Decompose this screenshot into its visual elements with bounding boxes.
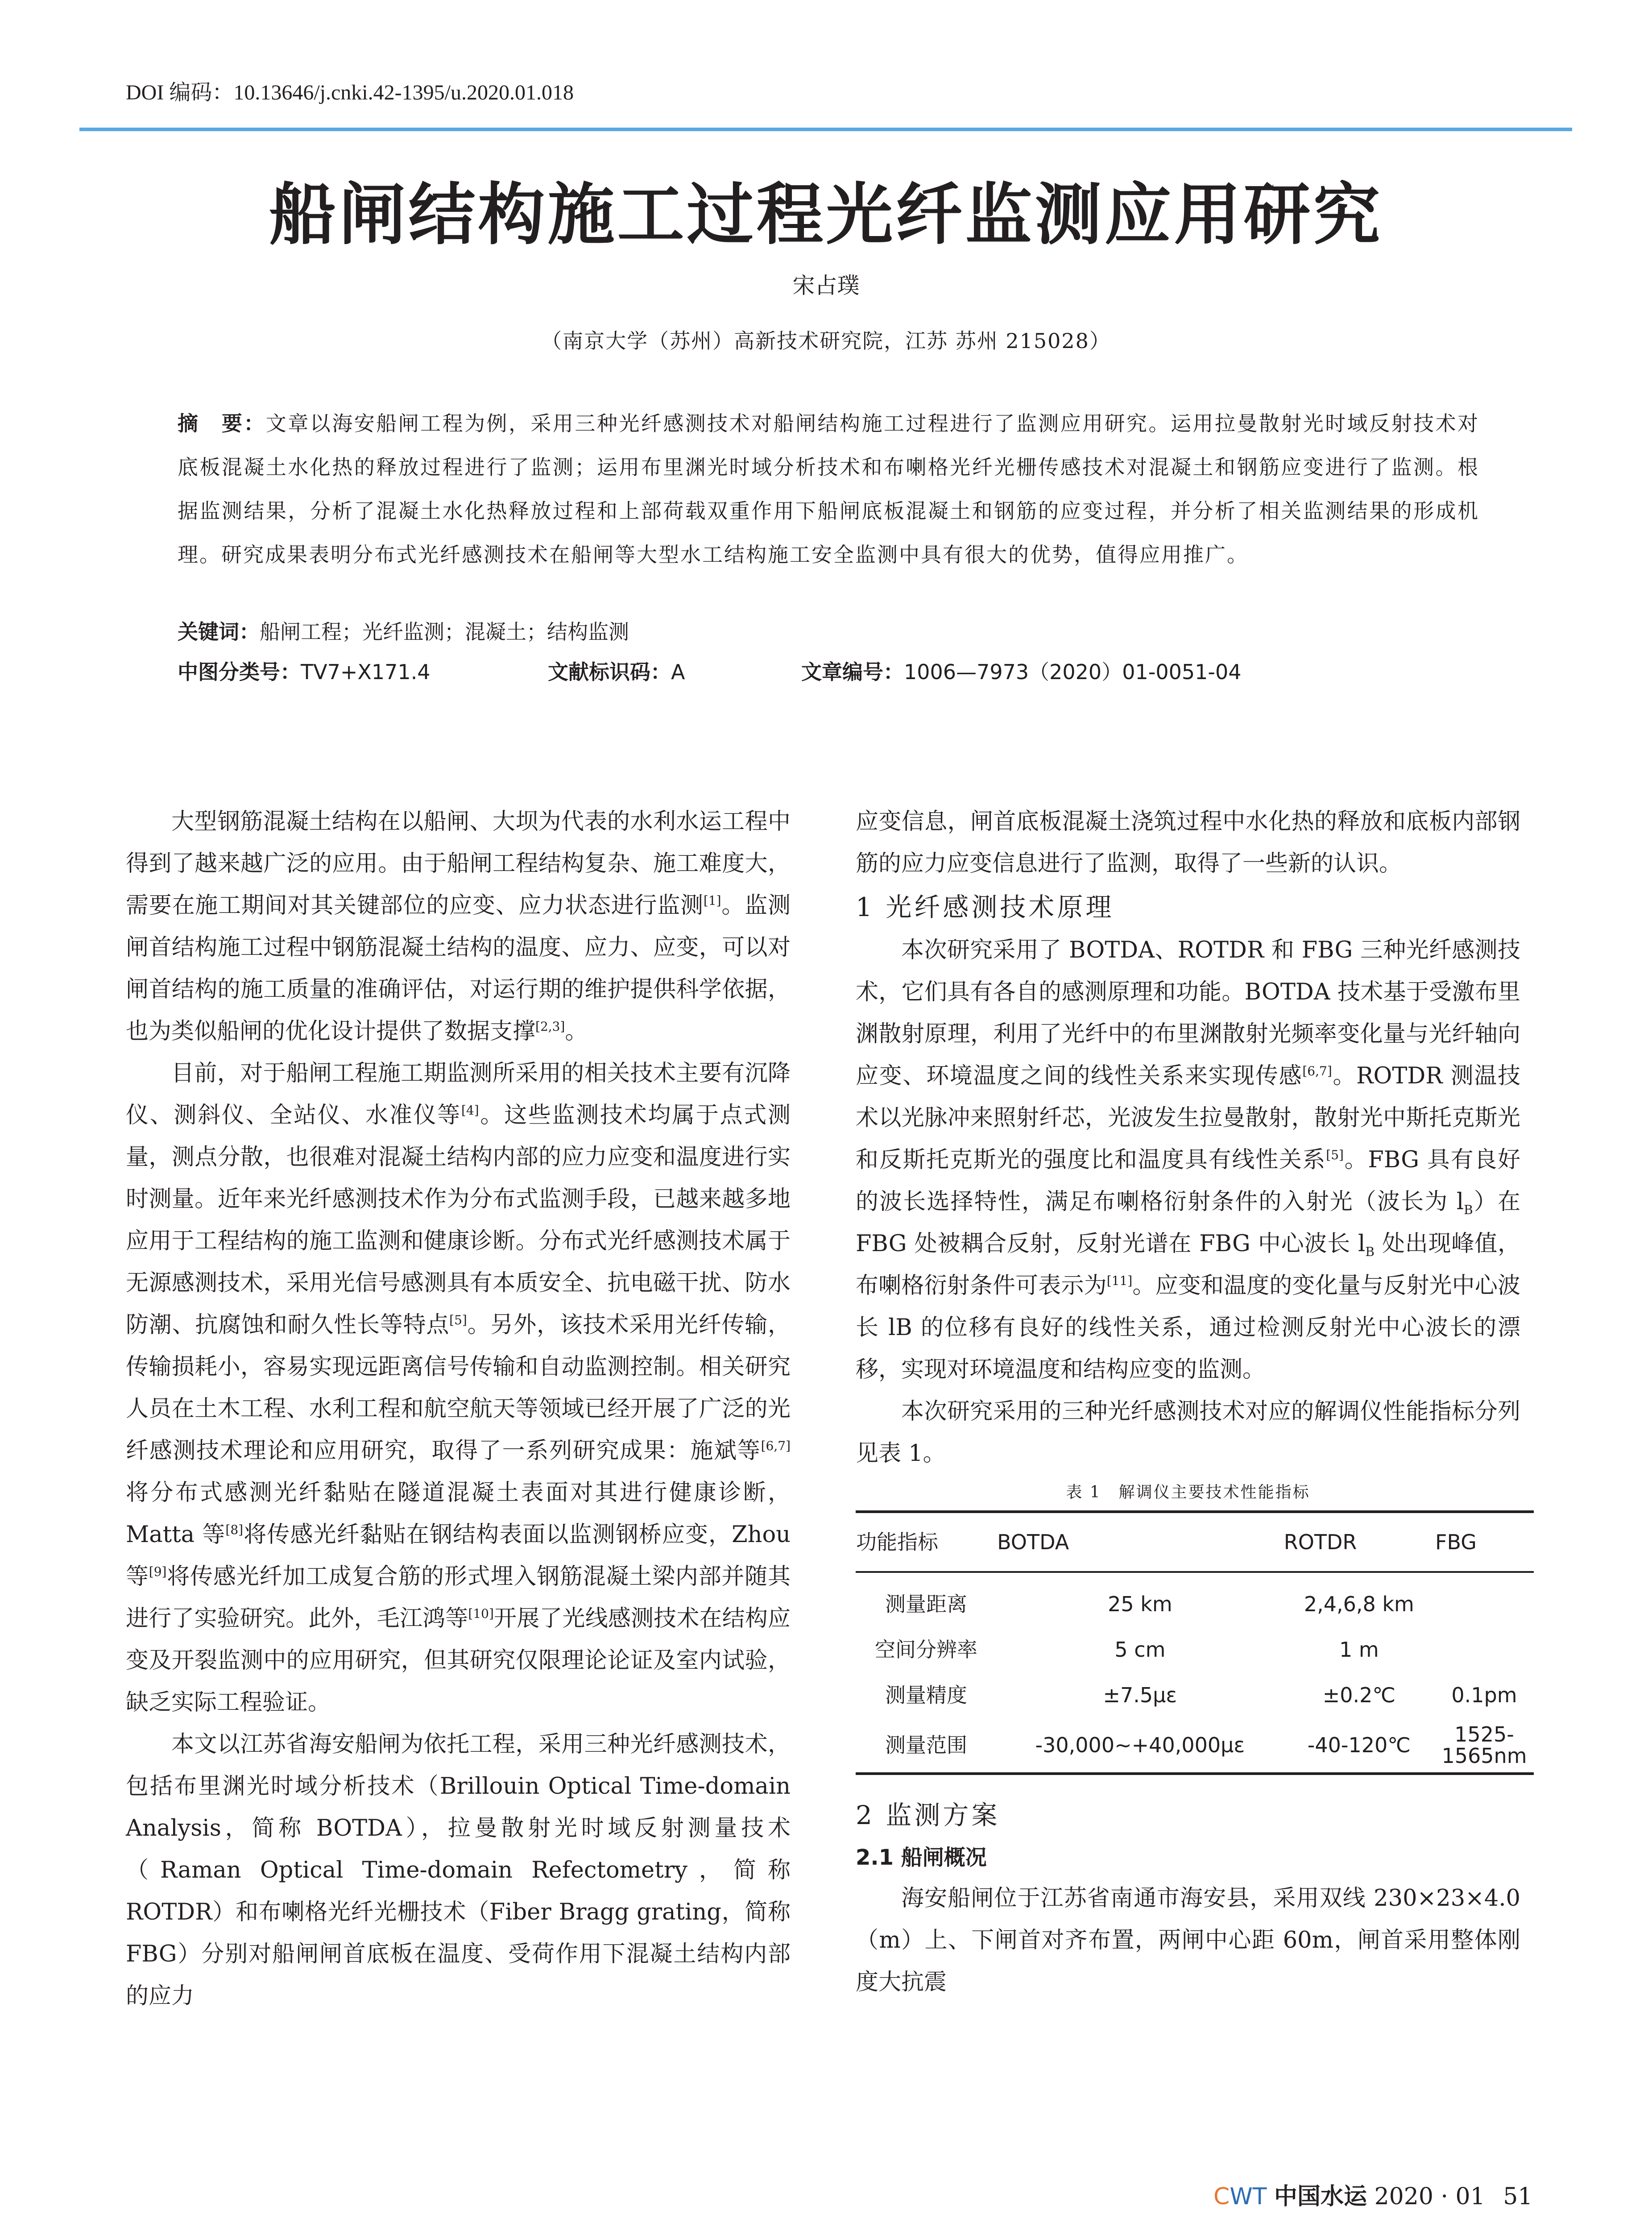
table-header-cell: 功能指标	[856, 1512, 997, 1572]
table-cell: 测量距离	[885, 1592, 968, 1616]
citation: [4]	[461, 1103, 479, 1118]
page-number: 51	[1503, 2183, 1533, 2210]
article-number	[801, 656, 1242, 685]
abstract	[178, 402, 1479, 576]
keywords	[178, 616, 629, 645]
citation: [10]	[468, 1606, 494, 1621]
table-caption: 表 1 解调仪主要技术性能指标	[1066, 1483, 1310, 1501]
doi-header: DOI 编码：10.13646/j.cnki.42-1395/u.2020.01.018	[126, 81, 574, 104]
clc-code	[178, 656, 431, 685]
abstract-label: 摘 要：	[178, 411, 266, 435]
table-row	[856, 1672, 1534, 1718]
table-cell: 2,4,6,8 km	[1304, 1592, 1414, 1616]
table-cell: ±0.2℃	[1322, 1683, 1396, 1707]
table-cell: 1525-1565nm	[1435, 1718, 1534, 1774]
table-row	[856, 1718, 1534, 1774]
table-cell: -40-120℃	[1284, 1718, 1435, 1774]
clc-label: 中图分类号：	[178, 660, 301, 684]
left-column	[126, 801, 791, 2017]
table-cell: 5 cm	[1114, 1638, 1166, 1662]
keywords-label: 关键词：	[178, 620, 260, 644]
body-paragraph: 应变信息，闸首底板混凝土浇筑过程中水化热的释放和底板内部钢筋的应力应变信息进行了监测，取得了一些新的认识。	[856, 809, 1520, 877]
citation: [8]	[225, 1522, 244, 1537]
table-cell: -30,000~+40,000με	[997, 1718, 1284, 1774]
body-paragraph: 本次研究采用了 BOTDA、ROTDR 和 FBG 三种光纤感测技术，它们具有各自的感测原理和功能。BOTDA 技术基于受激布里渊散射原理，利用了光纤中的布里渊散射光频率变化量与光纤轴向应变、环境温度之间的线性关系来实现传感[6,7]。ROTDR 测温技术以光脉冲来照射纤芯，光波发生拉曼散射，散射光中斯托克斯光和反斯托克斯光的强度比和温度具有线性关系[5]。FBG 具有良好的波长选择特性，满足布喇格衍射条件的入射光（波长为 $l_B$）在 FBG 处被耦合反射，反射光谱在 FBG 中心波长 $l_B$ 处出现峰值，布喇格衍射条件可表示为[11]。应变和温度的变化量与反射光中心波长 lB 的位移有良好的线性关系，通过检测反射光中心波长的漂移，实现对环境温度和结构应变的监测。	[856, 937, 1520, 1383]
abstract-text: 文章以海安船闸工程为例，采用三种光纤感测技术对船闸结构施工过程进行了监测应用研究。运用拉曼散射光时域反射技术对底板混凝土水化热的释放过程进行了监测；运用布里渊光时域分析技术和布喇格光纤光栅传感技术对混凝土和钢筋应变进行了监测。根据监测结果，分析了混凝土水化热释放过程和上部荷载双重作用下船闸底板混凝土和钢筋的应变过程，并分析了相关监测结果的形成机理。研究成果表明分布式光纤感测技术在船闸等大型水工结构施工安全监测中具有很大的优势，值得应用推广。	[178, 411, 1480, 567]
journal-logo-wt: WT	[1230, 2183, 1267, 2210]
affiliation: （南京大学（苏州）高新技术研究院，江苏 苏州 215028）	[541, 329, 1111, 353]
citation: [6,7]	[1302, 1064, 1332, 1078]
body-paragraph: 目前，对于船闸工程施工期监测所采用的相关技术主要有沉降仪、测斜仪、全站仪、水准仪等[4]。这些监测技术均属于点式测量，测点分散，也很难对混凝土结构内部的应力应变和温度进行实时测量。近年来光纤感测技术作为分布式监测手段，已越来越多地应用于工程结构的施工监测和健康诊断。分布式光纤感测技术属于无源感测技术，采用光信号感测具有本质安全、抗电磁干扰、防水防潮、抗腐蚀和耐久性长等特点[5]。另外，该技术采用光纤传输，传输损耗小，容易实现远距离信号传输和自动监测控制。相关研究人员在土木工程、水利工程和航空航天等领域已经开展了广泛的光纤感测技术理论和应用研究，取得了一系列研究成果：施斌等[6,7]将分布式感测光纤黏贴在隧道混凝土表面对其进行健康诊断，Matta 等[8]将传感光纤黏贴在钢结构表面以监测钢桥应变，Zhou 等[9]将传感光纤加工成复合筋的形式埋入钢筋混凝土梁内部并随其进行了实验研究。此外，毛江鸿等[10]开展了光线感测技术在结构应变及开裂监测中的应用研究，但其研究仅限理论论证及室内试验，缺乏实际工程验证。	[126, 1060, 791, 1716]
clc-value: TV7+X171.4	[301, 660, 431, 684]
table-header-cell: BOTDA	[997, 1512, 1284, 1572]
doc-code	[548, 656, 685, 685]
article-label: 文章编号：	[801, 660, 904, 684]
table-header-cell: FBG	[1435, 1512, 1534, 1572]
right-column	[856, 801, 1527, 2003]
article-value: 1006—7973（2020）01-0051-04	[904, 660, 1242, 684]
table-cell: 空间分辨率	[875, 1638, 978, 1662]
table-cell: 测量精度	[885, 1683, 968, 1707]
table-cell: ±7.5με	[1103, 1683, 1177, 1707]
citation: [11]	[1106, 1273, 1133, 1288]
author: 宋占璞	[792, 273, 860, 299]
page-footer	[1213, 2177, 1532, 2211]
table-cell	[1435, 1572, 1534, 1627]
subsection-heading: 2.1 船闸概况	[856, 1845, 987, 1870]
table-header-row	[856, 1512, 1534, 1572]
body-paragraph: 本文以江苏省海安船闸为依托工程，采用三种光纤感测技术，包括布里渊光时域分析技术（Brillouin Optical Time-domain Analysis，简称 BOTDA），拉曼散射光时域反射测量技术（Raman Optical Time-domain Refectometry，简称 ROTDR）和布喇格光纤光栅技术（Fiber Bragg grating，简称 FBG）分别对船闸闸首底板在温度、受荷作用下混凝土结构内部的应力	[126, 1731, 791, 2009]
header-rule	[79, 128, 1572, 131]
citation: [2,3]	[535, 1019, 565, 1034]
section-heading-2: 2 监测方案	[856, 1800, 1000, 1830]
table-row	[856, 1627, 1534, 1672]
keywords-text: 船闸工程；光纤监测；混凝土；结构监测	[260, 620, 629, 644]
section-heading-1: 1 光纤感测技术原理	[856, 892, 1114, 922]
table-cell: 0.1pm	[1451, 1683, 1517, 1707]
issue: 2020 · 01	[1374, 2183, 1485, 2210]
citation: [9]	[149, 1564, 167, 1579]
table-cell: 1 m	[1339, 1638, 1379, 1662]
citation: [5]	[449, 1313, 467, 1327]
table-header-cell: ROTDR	[1284, 1512, 1435, 1572]
journal-logo-c: C	[1213, 2183, 1230, 2210]
table-row	[856, 1572, 1534, 1627]
body-paragraph: 大型钢筋混凝土结构在以船闸、大坝为代表的水利水运工程中得到了越来越广泛的应用。由于船闸工程结构复杂、施工难度大，需要在施工期间对其关键部位的应变、应力状态进行监测[1]。监测闸首结构施工过程中钢筋混凝土结构的温度、应力、应变，可以对闸首结构的施工质量的准确评估，对运行期的维护提供科学依据，也为类似船闸的优化设计提供了数据支撑[2,3]。	[126, 809, 791, 1045]
table-cell: 25 km	[1108, 1592, 1172, 1616]
table-cell: 测量范围	[856, 1718, 997, 1774]
specs-table	[856, 1510, 1534, 1775]
body-paragraph: 海安船闸位于江苏省南通市海安县，采用双线 230×23×4.0（m）上、下闸首对齐布置，两闸中心距 60m，闸首采用整体刚度大抗震	[856, 1885, 1520, 1995]
body-paragraph: 本次研究采用的三种光纤感测技术对应的解调仪性能指标分列见表 1。	[856, 1398, 1520, 1467]
doc-label: 文献标识码：	[548, 660, 671, 684]
citation: [1]	[703, 893, 721, 908]
citation: [5]	[1326, 1148, 1344, 1162]
citation: [6,7]	[761, 1439, 791, 1453]
doc-value: A	[671, 660, 685, 684]
table-cell	[1435, 1627, 1534, 1672]
paper-title: 船闸结构施工过程光纤监测应用研究	[269, 175, 1383, 254]
journal-name: 中国水运	[1274, 2183, 1367, 2210]
